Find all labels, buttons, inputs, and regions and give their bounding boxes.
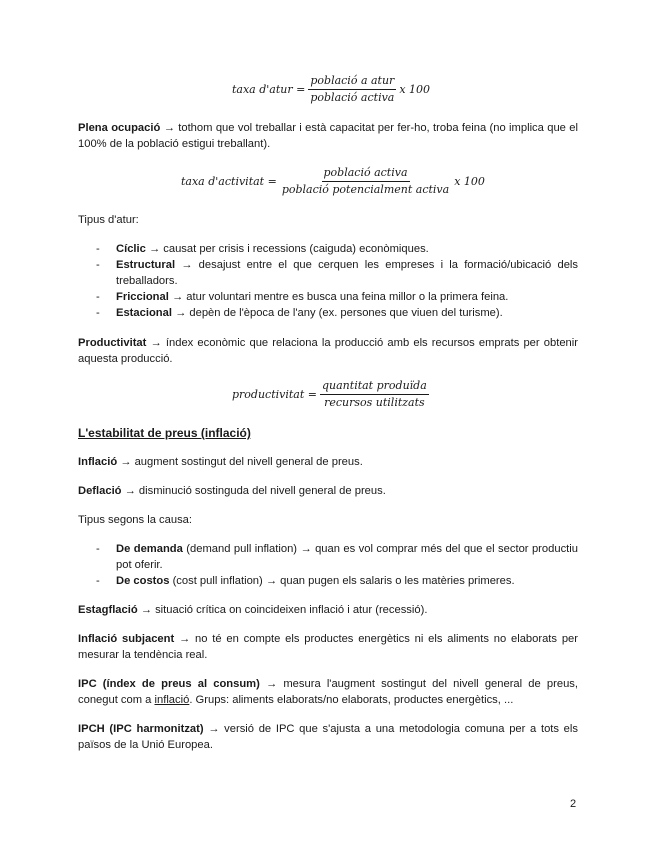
paragraph-inflation: Inflació → augment sostingut del nivell general de preus. xyxy=(78,456,363,468)
formula-productivity: productivitat = $\frac{\text{quantitat produïda}}{\text{recursos utilitzats}}$ xyxy=(232,379,427,409)
list-cause-types xyxy=(78,541,578,589)
formula-multiplier: x 100 xyxy=(454,174,485,188)
inflation-link[interactable]: inflació xyxy=(154,694,190,706)
formula-lhs: taxa d'activitat xyxy=(181,174,265,188)
term: Deflació xyxy=(78,485,122,497)
list-item: - Friccional → atur voluntari mentre es busca una feina millor o la primera feina. xyxy=(96,291,509,303)
term: Estructural xyxy=(116,259,176,271)
formula-denominator: població potencialment activa xyxy=(281,183,450,196)
term: Plena ocupació xyxy=(78,122,161,134)
formula-numerator: quantitat produïda xyxy=(320,379,429,395)
term: Inflació subjacent xyxy=(78,633,175,645)
formula-fraction xyxy=(320,379,429,410)
paragraph-hicp: IPCH (IPC harmonitzat) → versió de IPC que s'ajusta a una metodologia comuna per a tots els països de la Unió Europea. xyxy=(78,723,578,751)
paragraph-deflation: Deflació → disminució sostinguda del nivell general de preus. xyxy=(78,485,386,497)
section-heading: L'estabilitat de preus (inflació) xyxy=(78,426,251,440)
list-item: - De costos (cost pull inflation) → quan pugen els salaris o les matèries primeres. xyxy=(96,575,515,587)
formula-fraction xyxy=(308,74,396,105)
formula-lhs: taxa d'atur xyxy=(232,82,293,96)
paragraph-stagflation: Estagflació → situació crítica on coincideixen inflació i atur (recessió). xyxy=(78,604,428,616)
page-number: 2 xyxy=(570,798,577,810)
formula-unemployment-rate: taxa d'atur = $\frac{\text{població a atur}}{\text{població activa}}$ x 100 xyxy=(232,74,431,104)
paragraph-full-employment: Plena ocupació → tothom que vol treballar i està capacitat per fer-ho, troba feina (no implica que el 100% de la població estigui treballant). xyxy=(78,122,578,150)
label-unemployment-types: Tipus d'atur: xyxy=(78,214,139,226)
list-item: - De demanda (demand pull inflation) → quan es vol comprar més del que el sector productiu pot oferir. xyxy=(96,543,578,571)
list-item: - Estacional → depèn de l'època de l'any (ex. persones que viuen del turisme). xyxy=(96,307,503,319)
list-unemployment-types xyxy=(78,241,578,321)
formula-lhs: productivitat xyxy=(232,387,305,401)
formula-activity-rate: taxa d'activitat = $\frac{\text{població activa}}{\text{població potencialment activa}}$ x 100 xyxy=(181,166,485,196)
term: De demanda xyxy=(116,543,183,555)
list-item: - Cíclic → causat per crisis i recessions (caiguda) econòmiques. xyxy=(96,243,429,255)
term: Productivitat xyxy=(78,337,147,349)
term: De costos xyxy=(116,575,170,587)
formula-multiplier: x 100 xyxy=(399,82,431,96)
term: IPCH (IPC harmonitzat) xyxy=(78,723,204,735)
paragraph-productivity: Productivitat → índex econòmic que relaciona la producció amb els recursos emprats per obtenir aquesta producció. xyxy=(78,337,578,365)
term: Estagflació xyxy=(78,604,138,616)
formula-numerator: població activa xyxy=(322,166,410,182)
term: IPC (índex de preus al consum) xyxy=(78,678,260,690)
paragraph-core-inflation: Inflació subjacent → no té en compte els productes energètics ni els aliments no elaborats per mesurar la tendència real. xyxy=(78,633,578,661)
term: Estacional xyxy=(116,307,172,319)
paragraph-cpi: IPC (índex de preus al consum) → mesura l'augment sostingut del nivell general de preus, conegut com a inflació. Grups: aliments elaborats/no elaborats, productes energètics, ... xyxy=(78,678,578,706)
list-item: - Estructural → desajust entre el que cerquen les empreses i la formació/ubicació dels treballadors. xyxy=(96,259,578,287)
term: Inflació xyxy=(78,456,118,468)
label-cause-types: Tipus segons la causa: xyxy=(78,514,193,526)
term: Friccional xyxy=(116,291,169,303)
formula-denominator: recursos utilitzats xyxy=(324,396,425,409)
formula-numerator: població a atur xyxy=(308,74,396,90)
term: Cíclic xyxy=(116,243,146,255)
formula-fraction xyxy=(280,166,451,197)
formula-denominator: població activa xyxy=(310,91,395,104)
